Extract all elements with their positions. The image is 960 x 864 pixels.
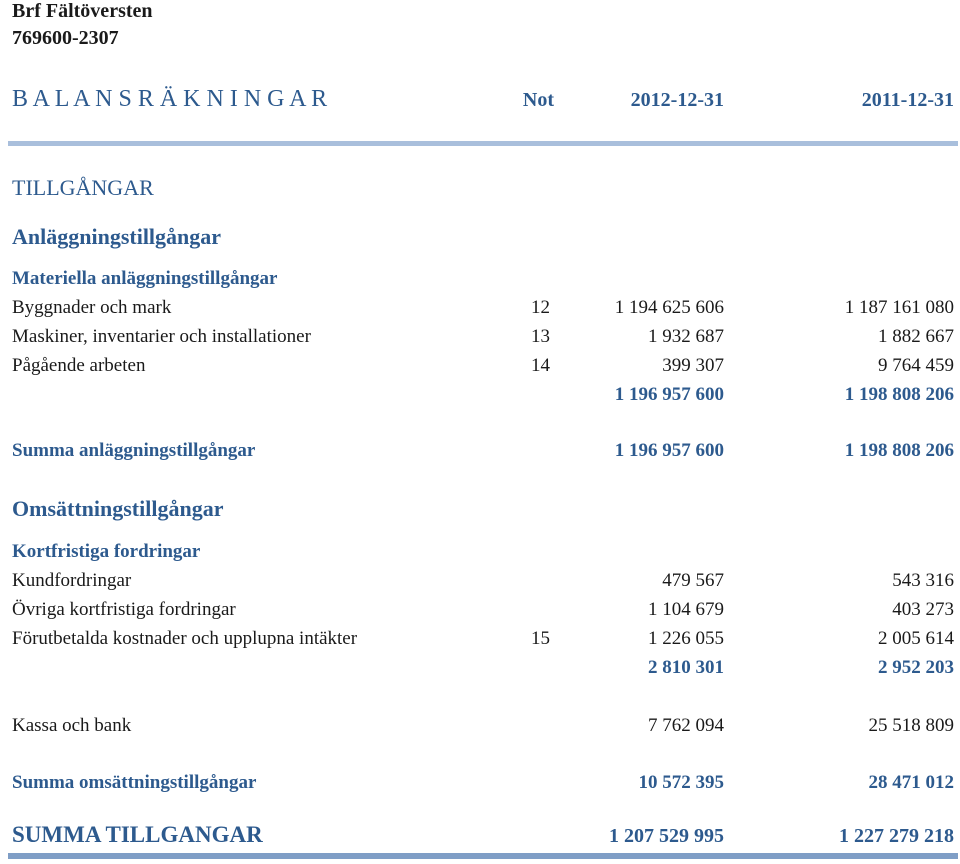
row-value-2011: 543 316: [892, 570, 954, 591]
row-value-2011: 403 273: [892, 599, 954, 620]
summa-tillgangar-2012: 1 207 529 995: [609, 825, 724, 847]
section-anlaggning: Anläggningstillgångar: [12, 224, 222, 249]
kassa-2011: 25 518 809: [868, 715, 954, 736]
footer-rule: [8, 853, 958, 859]
report-title: B A L A N S R Ä K N I N G A R: [12, 86, 328, 112]
row-label: Byggnader och mark: [12, 297, 172, 318]
row-not: 12: [531, 297, 550, 318]
row-value-2011: 2 005 614: [878, 628, 954, 649]
company-name: Brf Fältöversten: [12, 0, 153, 22]
col-header-2011: 2011-12-31: [861, 89, 954, 111]
section-omsattning: Omsättningstillgångar: [12, 496, 224, 521]
row-value-2011: 1 187 161 080: [844, 297, 954, 318]
summa-omsattning-2011: 28 471 012: [868, 772, 954, 793]
row-label: Kundfordringar: [12, 570, 132, 591]
org-number: 769600-2307: [12, 27, 119, 49]
row-value-2012: 1 194 625 606: [614, 297, 724, 318]
row-label: Pågående arbeten: [12, 355, 146, 376]
row-value-2011: 1 882 667: [878, 326, 954, 347]
row-value-2011: 9 764 459: [878, 355, 954, 376]
row-label: Maskiner, inventarier och installationer: [12, 326, 311, 347]
summa-anlaggning-2012: 1 196 957 600: [614, 440, 724, 461]
row-value-2012: 479 567: [662, 570, 724, 591]
summa-omsattning-2012: 10 572 395: [638, 772, 724, 793]
row-value-2012: 1 226 055: [648, 628, 724, 649]
subtotal-2011: 1 198 808 206: [844, 384, 954, 405]
subtotal-2011: 2 952 203: [878, 657, 954, 678]
row-not: 14: [531, 355, 550, 376]
summa-tillgangar-label: SUMMA TILLGANGAR: [12, 822, 263, 847]
kassa-2012: 7 762 094: [648, 715, 724, 736]
col-header-2012: 2012-12-31: [630, 89, 724, 111]
row-value-2012: 1 104 679: [648, 599, 724, 620]
row-not: 13: [531, 326, 550, 347]
section-kortfristiga: Kortfristiga fordringar: [12, 541, 201, 562]
summa-omsattning-label: Summa omsättningstillgångar: [12, 772, 257, 793]
row-value-2012: 1 932 687: [648, 326, 724, 347]
summa-anlaggning-2011: 1 198 808 206: [844, 440, 954, 461]
summa-anlaggning-label: Summa anläggningstillgångar: [12, 440, 256, 461]
row-value-2012: 399 307: [662, 355, 724, 376]
summa-tillgangar-2011: 1 227 279 218: [839, 825, 954, 847]
row-not: 15: [531, 628, 550, 649]
section-tillgangar: TILLGÅNGAR: [12, 175, 154, 200]
section-materiella: Materiella anläggningstillgångar: [12, 268, 278, 289]
row-label: Övriga kortfristiga fordringar: [12, 599, 236, 620]
subtotal-2012: 2 810 301: [648, 657, 724, 678]
col-header-not: Not: [522, 89, 554, 111]
row-label: Förutbetalda kostnader och upplupna intäkter: [12, 628, 358, 649]
kassa-label: Kassa och bank: [12, 715, 132, 736]
header-rule: [8, 141, 958, 146]
subtotal-2012: 1 196 957 600: [614, 384, 724, 405]
